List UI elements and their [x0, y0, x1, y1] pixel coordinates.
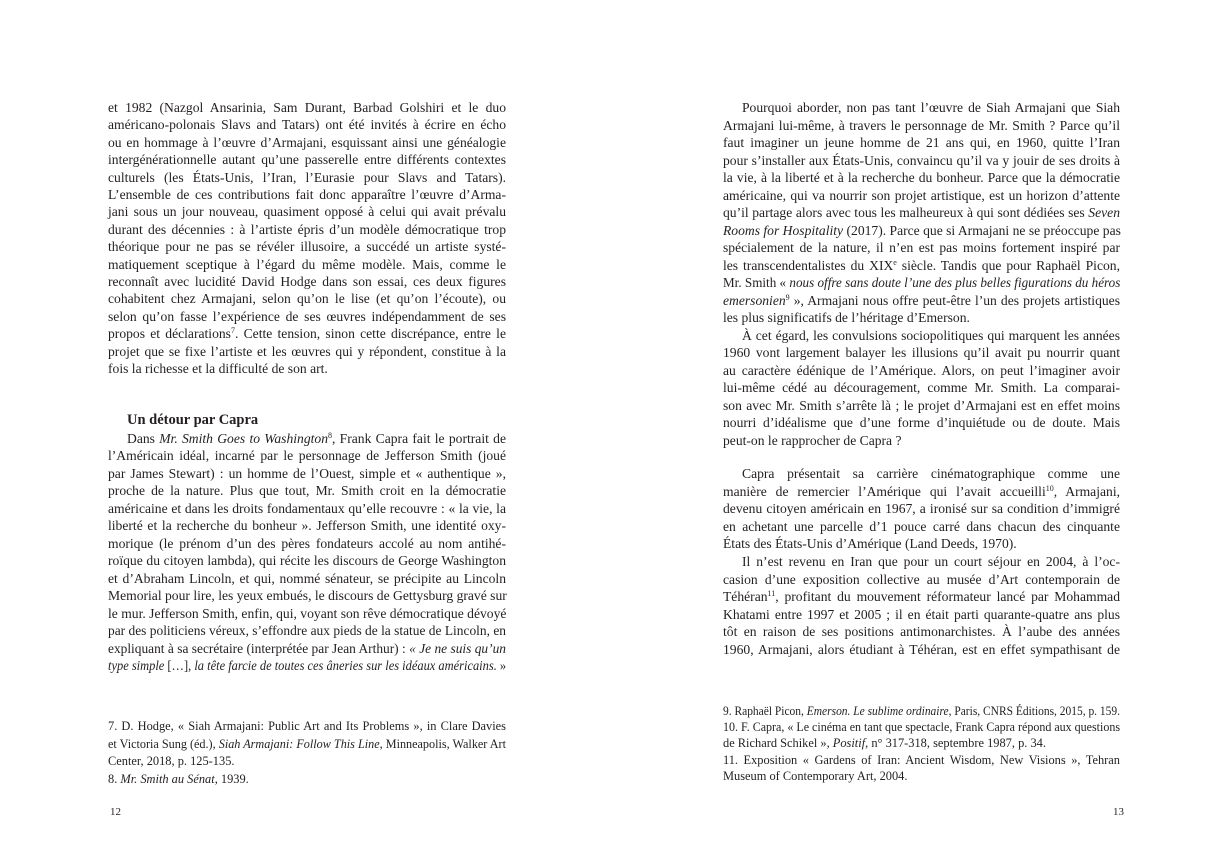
text-line [723, 222, 1120, 240]
text-line [108, 447, 506, 465]
text-run: 1960, Armajani, alors étudiant à Téhéran, est en effet sympathisant de [723, 641, 1120, 657]
text-line [723, 309, 1120, 327]
text-line [723, 465, 1120, 483]
footnote-ref: 7 [230, 326, 235, 336]
text-line [108, 640, 506, 658]
text-run: en achetant une parcelle d’1 pouce carré dans chacun des cinquante [723, 518, 1120, 534]
text-run: théorique pour ne pas se révéler illusoire, a succédé un artiste systé- [108, 239, 506, 255]
text-run: États des États-Unis d’Amérique (Land Deeds, 1970). [723, 536, 1017, 552]
text-line [723, 719, 1120, 735]
text-run: , Armajani, [1053, 483, 1120, 499]
text-run: Dans [127, 430, 160, 446]
text-line [723, 768, 1120, 784]
text-line [108, 500, 506, 518]
italic-text: Mr. Smith au Sénat [120, 771, 215, 786]
italic-text: emersonien [723, 292, 786, 308]
text-run: 7. D. Hodge, « Siah Armajani: Public Art and Its Problems », in Clare Davies [108, 719, 506, 733]
text-line [108, 587, 506, 605]
text-line [108, 186, 506, 203]
text-line [723, 239, 1120, 257]
text-run: par des politiciens véreux, s’effondre aux pieds de la statue de Lincoln, en [108, 623, 506, 638]
text-run: l’Américain idéal, incarné par le personnage de Jefferson Smith (joué [108, 448, 506, 463]
text-line [723, 623, 1120, 641]
text-line [108, 343, 506, 360]
text-line [723, 292, 1120, 310]
text-run: […], [164, 658, 195, 673]
text-line [723, 99, 1120, 117]
text-line [723, 752, 1120, 768]
text-line [108, 325, 506, 342]
text-run: Téhéran [723, 589, 768, 605]
text-line [723, 362, 1120, 380]
text-run: 8. [108, 771, 121, 786]
text-run: Memorial pour lire, les yeux embués, le discours de Gettysburg gravé sur [108, 588, 507, 603]
text-run: cohabitent chez Armajani, selon qu’on le lise (et qu’on l’écoute), ou [108, 291, 506, 307]
text-run: , n° 317-318, septembre 1987, p. 34. [865, 736, 1046, 751]
text-line [723, 117, 1120, 135]
footnotes [108, 718, 506, 788]
text-line [108, 552, 506, 570]
page-number: 13 [1113, 806, 1124, 818]
text-line [108, 517, 506, 535]
text-line [723, 169, 1120, 187]
text-run: , Minneapolis, Walker Art [379, 736, 506, 751]
text-run: projet que se fixe l’artiste et les œuvres qui y répondent, constitue à la [108, 343, 506, 359]
text-line [723, 703, 1120, 719]
text-line [108, 771, 506, 789]
text-run: intergénérationnelle autant qu’une passerelle entre différents contextes [108, 152, 506, 168]
text-run: Museum of Contemporary Art, 2004. [723, 768, 908, 783]
text-run: morique (le prénom d’un des pères fondateurs accolé au nom antihé- [108, 535, 506, 551]
text-line [723, 641, 1120, 659]
text-line [108, 482, 506, 500]
text-run: de Richard Schikel », [723, 736, 833, 751]
italic-text: la tête farcie de toutes ces âneries sur les idéaux américains. [194, 658, 497, 673]
text-line [723, 327, 1120, 345]
text-run: 9. Raphaël Picon, [723, 704, 807, 718]
text-line [108, 753, 506, 771]
text-line [108, 308, 506, 325]
text-run: siècle. Tandis que pour Raphaël Picon, [896, 257, 1120, 273]
text-line [723, 344, 1120, 362]
footnote-ref: 8 [328, 430, 332, 440]
text-run: durant des décennies : à l’artiste épris d’un modèle démocratique trop [108, 221, 506, 237]
text-line [108, 718, 506, 736]
text-line [108, 99, 506, 116]
text-run: les transcendentalistes du XIX [723, 257, 894, 273]
text-run: expliquant à sa secrétaire (interprétée par Jean Arthur) : [108, 640, 410, 656]
text-run: faut imaginer un jeune homme de 21 ans qui, en 1960, quitte l’Iran [723, 135, 1120, 150]
text-run: Armajani lui-même, à travers le personnage de Mr. Smith ? Parce qu’il [723, 117, 1120, 133]
text-line [723, 535, 1120, 553]
right-page [614, 0, 1228, 866]
text-run: américaine, qui va nourrir son projet artistique, est un horizon d’attente [723, 187, 1120, 203]
text-run: . Cette tension, sinon cette discrépance, entre le [234, 326, 506, 342]
text-run: les plus significatifs de l’héritage d’Emerson. [723, 310, 970, 325]
text-run: et Victoria Sung (éd.), [108, 736, 219, 751]
text-run: lui-même cédé au découragement, comme Mr. Smith. La comparai- [723, 380, 1120, 395]
text-line [108, 736, 506, 754]
text-run: 11. Exposition « Gardens of Iran: Ancient Wisdom, New Visions », Tehran [723, 752, 1120, 767]
text-line [108, 290, 506, 307]
text-run: par James Stewart) : un homme de l’Ouest, simple et « authentique », [108, 465, 506, 481]
text-run: tôt en raison de ses positions antimonarchistes. À l’aube des années [723, 624, 1120, 640]
body-text-mr-smith [723, 99, 1120, 449]
text-run: À cet égard, les convulsions sociopolitiques qui marquent les années [742, 327, 1120, 343]
text-run: pour s’installer aux États-Unis, convaincu qu’il va y jouir de ses droits à [723, 152, 1120, 168]
text-line [108, 535, 506, 553]
text-run: qu’il partage alors avec tous les malheureux à qui sont dédiées ses [723, 205, 1089, 220]
text-run: américano-polonais Slavs and Tatars) ont été invités à écrire en écho [108, 117, 506, 133]
text-line [108, 169, 506, 186]
text-run: le mur. Jefferson Smith, enfin, qui, voyant son rêve démocratique dévoyé [108, 605, 507, 621]
text-run: et 1982 (Nazgol Ansarinia, Sam Durant, Barbad Golshiri et le duo [108, 100, 506, 115]
text-run: la vie, à la liberté et à la recherche du bonheur. Parce que la démocratie [723, 170, 1120, 185]
text-run: son avec Mr. Smith s’arrête là ; le projet d’Armajani est en effet moins [723, 397, 1120, 413]
text-run: selon qu’on fasse l’expérience de ses œuvres indépendamment de ses [108, 308, 506, 324]
text-run: au caractère édénique de l’Amérique. Alors, on peut l’imaginer avoir [723, 362, 1120, 378]
text-run: manière de remercier l’Amérique qui l’avait accueilli [723, 483, 1046, 499]
italic-text: Positif [832, 736, 866, 751]
text-run: Capra présentait sa carrière cinématographique comme une [742, 466, 1120, 481]
text-run: (2017). Parce que si Armajani ne se préoccupe pas [843, 222, 1121, 238]
text-run: , Frank Capra fait le portrait de [332, 430, 506, 446]
footnotes [723, 703, 1120, 784]
text-line [108, 430, 506, 448]
text-line [723, 204, 1120, 222]
text-run: Pourquoi aborder, non pas tant l’œuvre de Siah Armajani que Siah [742, 100, 1120, 115]
text-run: » [496, 658, 507, 673]
text-run: casion d’une exposition collective au musée d’Art contemporain de [723, 571, 1120, 587]
text-run: devenu citoyen américain en 1967, a ironisé sur sa condition d’immigré [723, 501, 1120, 517]
italic-text: Mr. Smith Goes to Washington [159, 430, 328, 446]
section-capra-detour [108, 412, 506, 675]
text-line [108, 273, 506, 290]
text-run: matiquement sceptique à l’égard du même modèle. Mais, comme le [108, 256, 506, 272]
text-line [723, 571, 1120, 589]
text-line [723, 414, 1120, 432]
text-line [108, 360, 506, 377]
text-line [108, 203, 506, 220]
text-line [723, 500, 1120, 518]
text-line [108, 256, 506, 273]
text-run: et d’Abraham Lincoln, et qui, nommé sénateur, se précipite au Lincoln [108, 570, 506, 586]
text-line [108, 238, 506, 255]
text-line [723, 518, 1120, 536]
text-run: peut-on le rapprocher de Capra ? [723, 432, 902, 448]
text-run: Khatami entre 1997 et 2005 ; il en était parti quarante-quatre ans plus [723, 606, 1120, 622]
text-run: Mr. Smith « [723, 275, 790, 290]
italic-text: nous offre sans doute l’une des plus belles figurations du héros [789, 275, 1121, 290]
page-number: 12 [110, 806, 121, 818]
text-run: », Armajani nous offre peut-être l’un des projets artistiques [789, 292, 1120, 308]
text-line [723, 257, 1120, 275]
text-run: 10. F. Capra, « Le cinéma en tant que spectacle, Frank Capra répond aux questions [723, 720, 1120, 735]
text-run: fois la richesse et la difficulté de son art. [108, 361, 328, 377]
text-line [108, 151, 506, 168]
text-run: ou en hommage à l’œuvre d’Armajani, esquissant ainsi une généalogie [108, 134, 506, 150]
text-run: L’ensemble de ces contributions fait donc apparaître l’œuvre d’Arma- [108, 187, 506, 203]
text-run: reconnaît avec lucidité David Hodge dans son essai, ces deux figures [108, 274, 506, 290]
text-run: Un détour par Capra [127, 412, 259, 428]
footnote-ref: 11 [767, 589, 776, 599]
text-run: américaine et dans les droits fondamentaux qu’elle recouvre : « la vie, la [108, 500, 506, 516]
text-run: jani sous un jour nouveau, quasiment opposé à celui qui avait prévalu [108, 204, 506, 220]
body-text-capra-career [723, 465, 1120, 659]
text-line [723, 152, 1120, 170]
text-line [108, 221, 506, 238]
text-line [108, 657, 506, 675]
footnote-ref: 9 [785, 292, 790, 302]
text-run: Il n’est revenu en Iran que pour un court séjour en 2004, à l’oc- [742, 553, 1120, 569]
body-text-intro [108, 99, 506, 378]
text-line [723, 397, 1120, 415]
text-line [108, 605, 506, 623]
text-run: 1960 vont largement balayer les illusions qu’il avait pu nourrir quant [723, 345, 1120, 360]
text-line [108, 622, 506, 640]
text-run: propos et déclarations [108, 326, 231, 342]
italic-text: Rooms for Hospitality [723, 222, 844, 238]
italic-text: Emerson. Le sublime ordinaire [806, 704, 949, 718]
text-line [723, 379, 1120, 397]
text-run: culturels (les États-Unis, l’Iran, l’Eurasie pour Slavs and Tatars). [108, 169, 506, 185]
text-run: , profitant du mouvement réformateur lancé par Mohammad [775, 589, 1120, 605]
text-line [108, 465, 506, 483]
footnote-ref: 10 [1045, 483, 1054, 493]
text-run: , 1939. [214, 771, 249, 786]
text-run: liberté et la recherche du bonheur ». Jefferson Smith, une identité oxy- [108, 518, 506, 533]
italic-text: Siah Armajani: Follow This Line [218, 736, 380, 751]
italic-text: « Je ne suis qu’un [409, 640, 506, 656]
text-run: roïque du citoyen lambda), qui récite les discours de George Washington [108, 553, 506, 568]
footnote-ref: e [893, 257, 897, 267]
text-line [723, 483, 1120, 501]
text-line [723, 187, 1120, 205]
text-run: nourri d’idéalisme que d’une forme d’inquiétude ou de doute. Mais [723, 415, 1120, 430]
text-run: , Paris, CNRS Éditions, 2015, p. 159. [948, 704, 1120, 718]
text-line [723, 134, 1120, 152]
text-run: proche de la nature. Plus que tout, Mr. Smith croit en la démocratie [108, 483, 506, 498]
text-line [723, 606, 1120, 624]
text-line [723, 274, 1120, 292]
italic-text: type simple [108, 658, 165, 673]
text-run: spécialement de la nature, il n’en est pas moins fortement inspiré par [723, 240, 1120, 255]
text-line [723, 588, 1120, 606]
section-heading [108, 412, 506, 430]
text-line [723, 553, 1120, 571]
italic-text: Seven [1088, 205, 1120, 220]
text-line [108, 570, 506, 588]
text-line [108, 116, 506, 133]
text-run: Center, 2018, p. 125-135. [108, 754, 235, 769]
text-line [723, 432, 1120, 450]
text-line [723, 735, 1120, 751]
text-line [108, 134, 506, 151]
